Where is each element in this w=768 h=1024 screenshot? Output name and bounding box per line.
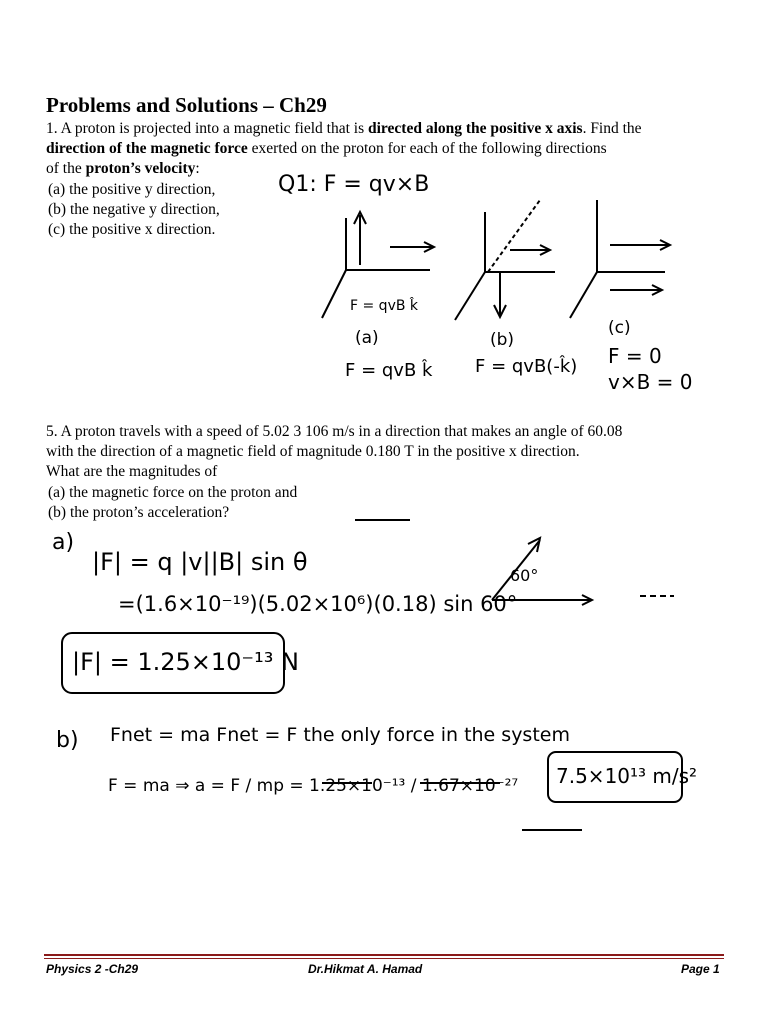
q1-text: 1. A proton is projected into a magnetic field that is (46, 120, 368, 137)
q5-angle-label: 60° (510, 566, 539, 585)
q5-a-eq2: =(1.6×10⁻¹⁹)(5.02×10⁶)(0.18) sin 60° (118, 592, 518, 616)
footer-page-number: Page 1 (681, 962, 720, 976)
footer-center: Dr.Hikmat A. Hamad (308, 962, 423, 976)
q1-c-label: (c) (608, 318, 631, 338)
q1-c-cross: v×B = 0 (608, 370, 693, 394)
q5-b-eq2: F = ma ⇒ a = F / mp = 1.25×10⁻¹³ / 1.67×10⁻²⁷ (108, 776, 519, 796)
q5-b-label: b) (56, 728, 79, 753)
q1-bold-force-direction: direction of the magnetic force (46, 140, 248, 157)
q1-formula: Q1: F = qv×B (278, 172, 430, 197)
q5-b-eq1: Fnet = ma Fnet = F the only force in the system (110, 724, 570, 746)
q1-b-label: (b) (490, 330, 515, 350)
page-title: Problems and Solutions – Ch29 (46, 93, 327, 117)
q5-a-label: a) (52, 530, 75, 555)
q5-line-1: 5. A proton travels with a speed of 5.02 3 106 m/s in a direction that makes an angle of 60.08 (46, 423, 623, 440)
q1-text: exerted on the proton for each of the following directions (247, 140, 607, 157)
q1-text: . Find the (582, 120, 642, 137)
q1-item-b: (b) the negative y direction, (48, 201, 220, 218)
q1-a-force: F = qvB k̂ (345, 360, 433, 381)
q5-item-b: (b) the proton’s acceleration? (48, 504, 230, 521)
q1-b-force: F = qvB(-k̂) (475, 356, 578, 377)
q1-text: of the (46, 160, 86, 177)
footer-left: Physics 2 -Ch29 (46, 962, 139, 976)
q5-line-2: with the direction of a magnetic field of magnitude 0.180 T in the positive x direction. (46, 443, 580, 460)
q1-a-force-annotation: F = qvB k̂ (350, 298, 419, 314)
q1-a-label: (a) (355, 328, 379, 348)
q1-c-force: F = 0 (608, 344, 662, 368)
footer-rule (44, 954, 724, 959)
q5-line-3: What are the magnitudes of (46, 463, 218, 480)
q1-text: : (195, 160, 200, 177)
q1-bold-field-direction: directed along the positive x axis (368, 120, 583, 137)
q1-line-1 (46, 119, 642, 139)
q1-line-2 (46, 139, 607, 159)
q5-a-eq1: |F| = q |v||B| sin θ (92, 548, 308, 576)
q1-item-a: (a) the positive y direction, (48, 181, 216, 198)
q5-b-result: 7.5×10¹³ m/s² (556, 764, 698, 788)
q1-bold-velocity: proton’s velocity (85, 160, 196, 177)
q1-line-3 (46, 159, 200, 179)
q5-item-a: (a) the magnetic force on the proton and (48, 484, 298, 501)
q5-a-result: |F| = 1.25×10⁻¹³ N (72, 648, 299, 676)
q1-item-c: (c) the positive x direction. (48, 221, 216, 238)
